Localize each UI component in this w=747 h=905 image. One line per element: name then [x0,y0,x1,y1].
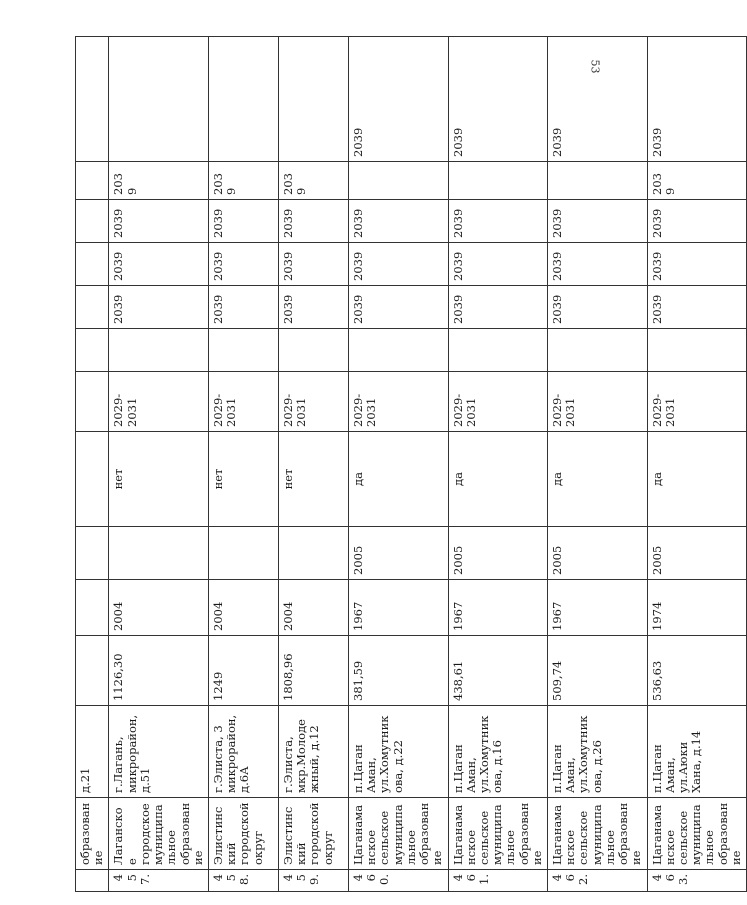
area-cell [76,636,109,706]
buildings-table [75,36,747,892]
year-cell: 2039 [208,243,278,286]
period-cell: 2029-2031 [548,372,648,432]
municipality-cell: Цаганаманское сельское муниципальное образование [548,798,648,870]
year-cell [109,527,209,580]
period-cell: 2029-2031 [109,372,209,432]
year-built-cell: 1967 [348,580,448,636]
year-cell [76,200,109,243]
year-cell [76,37,109,162]
empty-cell [278,329,348,372]
year-cell: 2039 [647,243,747,286]
year-cell [448,162,548,200]
page-number: 53 [588,59,602,74]
year-cell [278,527,348,580]
area-cell: 1249 [208,636,278,706]
flag-cell [76,432,109,527]
address-cell: п.Цаган Аман, ул.Хомутникова, д.16 [448,706,548,798]
year-cell [76,527,109,580]
year-cell: 2039 [548,200,648,243]
row-number: 459. [278,870,348,892]
address-cell: г.Элиста, мкр.Молодежный, д.12 [278,706,348,798]
table-row [348,37,448,892]
year-cell: 2039 [208,286,278,329]
year-cell: 2039 [548,243,648,286]
area-cell: 509,74 [548,636,648,706]
address-cell: п.Цаган Аман, ул.Хомутникова, д.26 [548,706,648,798]
year-built-cell: 2004 [109,580,209,636]
address-cell: г.Элиста, 3 микрорайон, д.6А [208,706,278,798]
row-number: 457. [109,870,209,892]
year-cell: 2039 [647,286,747,329]
period-cell [76,372,109,432]
municipality-cell: Элистинский городской округ [278,798,348,870]
area-cell: 381,59 [348,636,448,706]
area-cell: 438,61 [448,636,548,706]
year-cell: 2039 [548,37,648,162]
period-cell: 2029-2031 [278,372,348,432]
empty-cell [348,329,448,372]
year-cell: 2039 [348,243,448,286]
flag-cell: да [348,432,448,527]
table-row [647,37,747,892]
area-cell: 1126,30 [109,636,209,706]
year-built-cell: 2004 [278,580,348,636]
year-cell [208,37,278,162]
table-row [548,37,648,892]
municipality-cell: образование [76,798,109,870]
year-cell: 2039 [208,200,278,243]
year-cell: 2039 [647,200,747,243]
empty-cell [548,329,648,372]
row-number: 460. [348,870,448,892]
year-cell: 2039 [647,37,747,162]
table-row [208,37,278,892]
flag-cell: да [448,432,548,527]
year-cell [76,243,109,286]
row-number: 461. [448,870,548,892]
period-cell: 2029-2031 [208,372,278,432]
year-cell: 2039 [278,243,348,286]
empty-cell [76,329,109,372]
year-cell [76,162,109,200]
year-cell [109,37,209,162]
table-row [109,37,209,892]
year-cell: 2039 [647,162,747,200]
address-cell: п.Цаган Аман, ул.Хомутникова, д.22 [348,706,448,798]
address-cell: п.Цаган Аман, ул.Аюки Хана, д.14 [647,706,747,798]
year-cell [278,37,348,162]
table-row [76,37,109,892]
year-cell: 2039 [278,162,348,200]
year-cell: 2039 [448,200,548,243]
year-cell: 2039 [109,162,209,200]
year-cell: 2039 [109,243,209,286]
year-cell: 2039 [109,286,209,329]
empty-cell [208,329,278,372]
municipality-cell: Цаганаманское сельское муниципальное образование [647,798,747,870]
row-number: 463. [647,870,747,892]
period-cell: 2029-2031 [348,372,448,432]
year-cell: 2039 [548,286,648,329]
flag-cell: да [647,432,747,527]
year-cell: 2039 [448,37,548,162]
area-cell: 1808,96 [278,636,348,706]
year-cell [548,162,648,200]
year-cell: 2005 [448,527,548,580]
year-cell: 2039 [348,286,448,329]
flag-cell: нет [109,432,209,527]
row-number: 458. [208,870,278,892]
year-cell: 2005 [647,527,747,580]
period-cell: 2029-2031 [647,372,747,432]
flag-cell: нет [278,432,348,527]
year-built-cell: 1967 [448,580,548,636]
year-cell: 2039 [208,162,278,200]
empty-cell [109,329,209,372]
year-built-cell: 1974 [647,580,747,636]
year-cell: 2039 [109,200,209,243]
area-cell: 536,63 [647,636,747,706]
year-built-cell [76,580,109,636]
year-cell: 2005 [548,527,648,580]
table-row [448,37,548,892]
flag-cell: нет [208,432,278,527]
empty-cell [647,329,747,372]
row-number [76,870,109,892]
municipality-cell: Цаганаманское сельское муниципальное образование [448,798,548,870]
address-cell: г.Лагань, микрорайон, д.51 [109,706,209,798]
empty-cell [448,329,548,372]
year-cell: 2039 [278,200,348,243]
municipality-cell: Цаганаманское сельское муниципальное образование [348,798,448,870]
year-cell [348,162,448,200]
municipality-cell: Лаганское городское муниципальное образование [109,798,209,870]
year-built-cell: 2004 [208,580,278,636]
year-cell: 2039 [348,37,448,162]
period-cell: 2029-2031 [448,372,548,432]
year-cell: 2039 [348,200,448,243]
year-cell: 2039 [448,243,548,286]
address-cell: д.21 [76,706,109,798]
year-cell [208,527,278,580]
municipality-cell: Элистинский городской округ [208,798,278,870]
table-row [278,37,348,892]
year-cell: 2039 [278,286,348,329]
year-cell: 2039 [448,286,548,329]
year-built-cell: 1967 [548,580,648,636]
year-cell: 2005 [348,527,448,580]
row-number: 462. [548,870,648,892]
flag-cell: да [548,432,648,527]
year-cell [76,286,109,329]
